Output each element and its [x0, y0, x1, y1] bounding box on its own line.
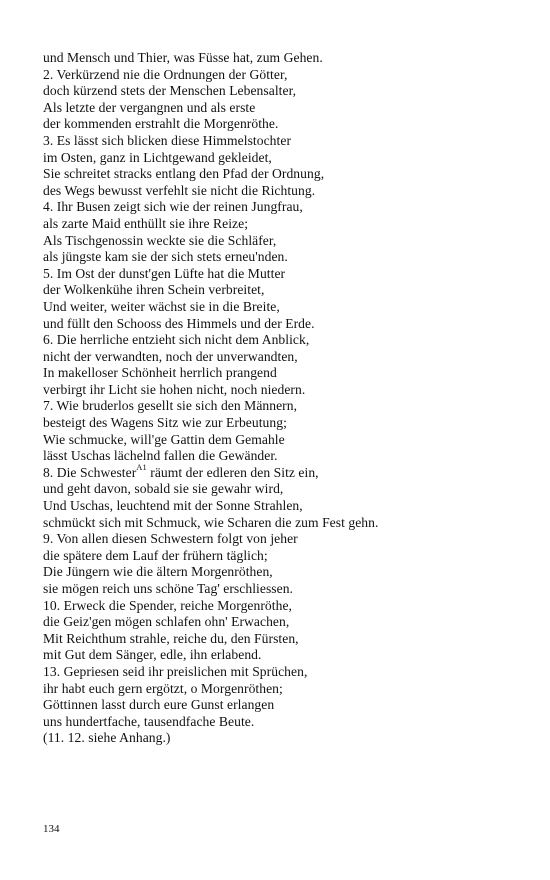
text-line: Und weiter, weiter wächst sie in die Breite,	[43, 298, 280, 314]
text-line: im Osten, ganz in Lichtgewand gekleidet,	[43, 149, 272, 165]
text-line: sie mögen reich uns schöne Tag' erschliessen.	[43, 581, 294, 596]
text-line: 2. Verkürzend nie die Ordnungen der Götter,	[43, 66, 288, 82]
text-line: mit Gut dem Sänger, edle, ihn erlabend.	[43, 647, 262, 663]
text-line: der Wolkenkühe ihren Schein verbreitet,	[43, 282, 265, 298]
text-line: Göttinnen lasst durch eure Gunst erlangen	[43, 697, 275, 713]
text-line: die Geiz'gen mögen schlafen ohn' Erwachen,	[43, 614, 290, 630]
text-line: 13. Gepriesen seid ihr preislichen mit Sprüchen,	[43, 663, 308, 679]
text-line: Mit Reichthum strahle, reiche du, den Fürsten,	[43, 630, 299, 646]
verse-text	[43, 50, 543, 747]
text-line: Als letzte der vergangnen und als erste	[43, 99, 256, 115]
page-number: 134	[43, 823, 60, 835]
footnote-marker: A1	[136, 462, 147, 473]
text-line: der kommenden erstrahlt die Morgenröthe.	[43, 116, 279, 132]
text-fragment: 8. Die Schwester	[43, 464, 137, 480]
text-line: 10. Erweck die Spender, reiche Morgenröthe,	[43, 597, 292, 613]
text-line: schmückt sich mit Schmuck, wie Scharen die zum Fest gehn.	[43, 514, 379, 530]
text-line: Wie schmucke, will'ge Gattin dem Gemahle	[43, 431, 285, 447]
text-line: 3. Es lässt sich blicken diese Himmelstochter	[43, 132, 292, 148]
text-line: als zarte Maid enthüllt sie ihre Reize;	[43, 215, 249, 231]
text-line: besteigt des Wagens Sitz wie zur Erbeutung;	[43, 415, 287, 431]
text-line: und geht davon, sobald sie sie gewahr wird,	[43, 481, 284, 497]
text-line: und Mensch und Thier, was Füsse hat, zum Gehen.	[43, 50, 323, 65]
text-line: doch kürzend stets der Menschen Lebensalter,	[43, 83, 297, 99]
text-line: uns hundertfache, tausendfache Beute.	[43, 713, 255, 729]
text-line-with-footnote	[43, 462, 543, 482]
text-line: In makelloser Schönheit herrlich prangend	[43, 365, 277, 381]
text-fragment: räumt der edleren den Sitz ein,	[146, 464, 319, 480]
text-line: 5. Im Ost der dunst'gen Lüfte hat die Mutter	[43, 265, 286, 281]
text-line: des Wegs bewusst verfehlt sie nicht die Richtung.	[43, 182, 316, 198]
text-line: 4. Ihr Busen zeigt sich wie der reinen Jungfrau,	[43, 199, 303, 215]
text-line: verbirgt ihr Licht sie hohen nicht, noch niedern.	[43, 381, 306, 397]
text-line: 7. Wie bruderlos gesellt sie sich den Männern,	[43, 398, 298, 414]
text-line: als jüngste kam sie der sich stets erneu'nden.	[43, 249, 288, 265]
text-line: nicht der verwandten, noch der unverwandten,	[43, 348, 298, 364]
text-line: die spätere dem Lauf der frühern täglich;	[43, 547, 268, 563]
text-line: ihr habt euch gern ergötzt, o Morgenröthen;	[43, 680, 283, 696]
text-line: Sie schreitet stracks entlang den Pfad der Ordnung,	[43, 166, 325, 182]
text-line: Und Uschas, leuchtend mit der Sonne Strahlen,	[43, 498, 303, 514]
text-line: Als Tischgenossin weckte sie die Schläfer,	[43, 232, 277, 248]
text-line: Die Jüngern wie die ältern Morgenröthen,	[43, 564, 273, 580]
text-line: (11. 12. siehe Anhang.)	[43, 730, 171, 746]
text-line: lässt Uschas lächelnd fallen die Gewänder.	[43, 448, 278, 464]
text-line: 9. Von allen diesen Schwestern folgt von jeher	[43, 531, 298, 547]
text-line: 6. Die herrliche entzieht sich nicht dem Anblick,	[43, 332, 310, 348]
text-line: und füllt den Schooss des Himmels und der Erde.	[43, 315, 315, 331]
